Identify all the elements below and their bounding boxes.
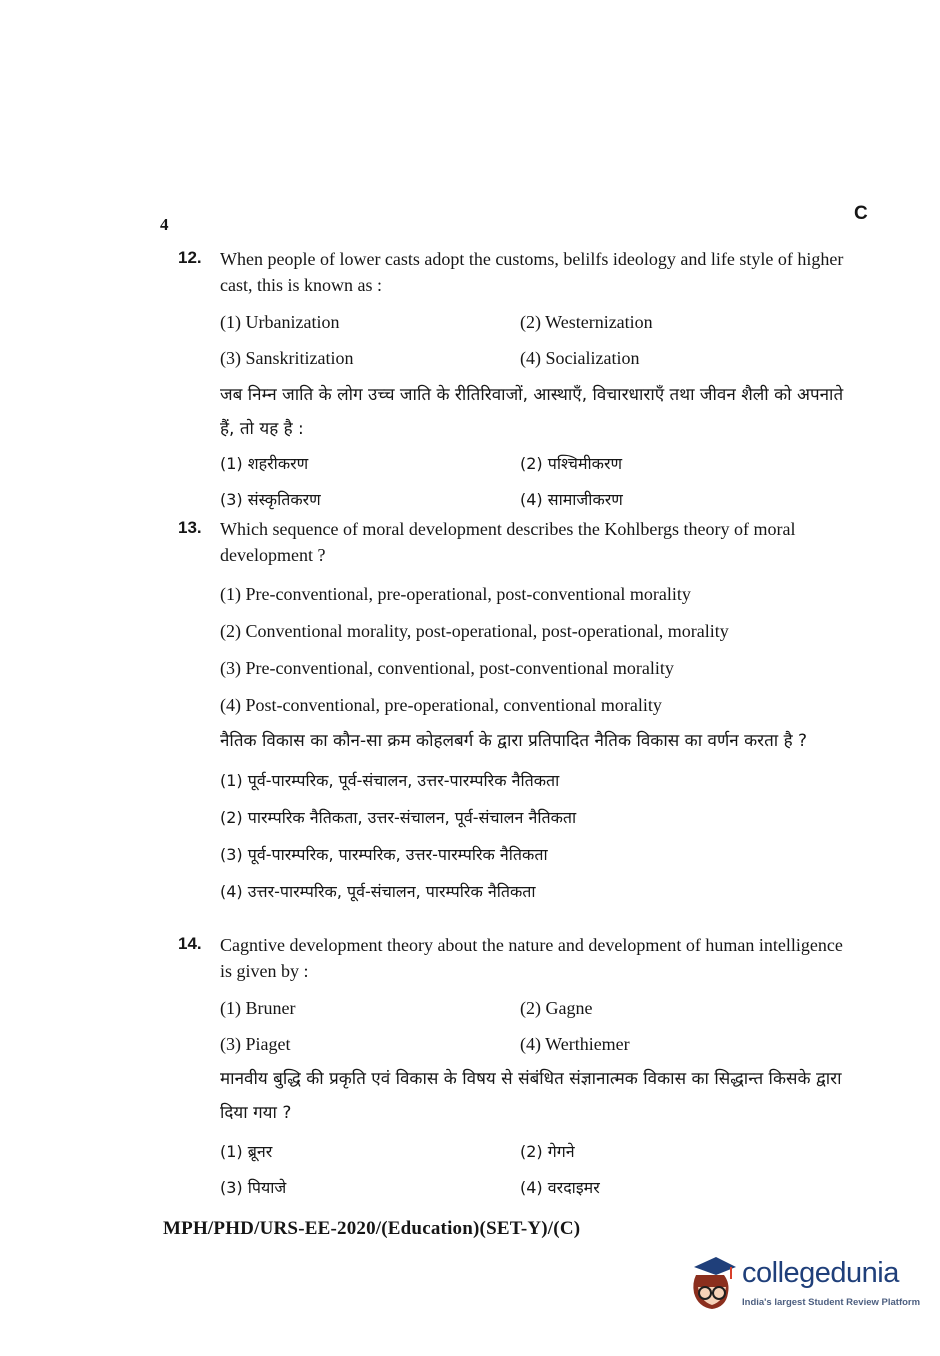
- option-1-hi: (1) ब्रूनर: [220, 1142, 273, 1161]
- question-text-hi: मानवीय बुद्धि की प्रकृति एवं विकास के विषय से संबंधित संज्ञानात्मक विकास का सिद्धान्त किसके द्वारा दिया गया ?: [220, 1069, 842, 1123]
- options-en: [220, 990, 858, 1062]
- question-text-en: Which sequence of moral development describes the Kohlbergs theory of moral development ?: [220, 519, 796, 565]
- question-number: 12.: [178, 248, 202, 267]
- option-1: (1) Pre-conventional, pre-operational, post-conventional morality: [220, 584, 691, 604]
- question-12: [178, 246, 858, 518]
- option-4-hi: (4) उत्तर-पारम्परिक, पूर्व-संचालन, पारम्परिक नैतिकता: [220, 882, 536, 901]
- option-1-hi: (1) पूर्व-पारम्परिक, पूर्व-संचालन, उत्तर-पारम्परिक नैतिकता: [220, 771, 560, 790]
- question-13: [178, 516, 858, 910]
- question-14: [178, 932, 858, 1206]
- option-3-hi: (3) पियाजे: [220, 1178, 287, 1197]
- option-3: (3) Pre-conventional, conventional, post-conventional morality: [220, 658, 674, 678]
- brand-tagline: India's largest Student Review Platform: [742, 1297, 921, 1308]
- option-4: (4) Socialization: [520, 348, 640, 368]
- collegedunia-logo: [686, 1249, 921, 1315]
- option-2: (2) Conventional morality, post-operational, post-operational, morality: [220, 621, 729, 641]
- set-label: C: [854, 203, 868, 224]
- option-2-hi: (2) गेगने: [520, 1142, 575, 1161]
- option-3-hi: (3) पूर्व-पारम्परिक, पारम्परिक, उत्तर-पारम्परिक नैतिकता: [220, 845, 548, 864]
- options-en: [220, 304, 858, 376]
- option-2: (2) Westernization: [520, 312, 653, 332]
- brand-name: collegedunia: [742, 1257, 899, 1289]
- option-4: (4) Post-conventional, pre-operational, conventional morality: [220, 695, 662, 715]
- option-3-hi: (3) संस्कृतिकरण: [220, 490, 321, 509]
- question-text-en: When people of lower casts adopt the customs, belilfs ideology and life style of higher cast, this is known as :: [220, 249, 844, 295]
- option-1-hi: (1) शहरीकरण: [220, 454, 309, 473]
- options-hi: [220, 1134, 858, 1206]
- option-4: (4) Werthiemer: [520, 1034, 630, 1054]
- mascot-icon: [686, 1253, 738, 1311]
- option-4-hi: (4) वरदाइमर: [520, 1178, 600, 1197]
- option-2-hi: (2) पारम्परिक नैतिकता, उत्तर-संचालन, पूर्व-संचालन नैतिकता: [220, 808, 577, 827]
- option-3: (3) Sanskritization: [220, 348, 354, 368]
- option-1: (1) Urbanization: [220, 312, 340, 332]
- options-hi: [220, 762, 858, 910]
- question-text-hi: जब निम्न जाति के लोग उच्च जाति के रीतिरिवाजों, आस्थाएँ, विचारधाराएँ तथा जीवन शैली को अपनाते हैं, तो यह है :: [220, 385, 844, 439]
- question-text-hi: नैतिक विकास का कौन-सा क्रम कोहलबर्ग के द्वारा प्रतिपादित नैतिक विकास का वर्णन करता है ?: [220, 731, 808, 751]
- question-text-en: Cagntive development theory about the nature and development of human intelligence is given by :: [220, 935, 843, 981]
- question-number: 14.: [178, 934, 202, 953]
- option-2: (2) Gagne: [520, 998, 593, 1018]
- question-number: 13.: [178, 518, 202, 537]
- option-1: (1) Bruner: [220, 998, 296, 1018]
- options-hi: [220, 446, 858, 518]
- paper-code: MPH/PHD/URS-EE-2020/(Education)(SET-Y)/(C): [163, 1218, 581, 1239]
- options-en: [220, 576, 858, 724]
- option-4-hi: (4) सामाजीकरण: [520, 490, 623, 509]
- option-2-hi: (2) पश्चिमीकरण: [520, 454, 623, 473]
- page-number: 4: [160, 215, 169, 234]
- option-3: (3) Piaget: [220, 1034, 291, 1054]
